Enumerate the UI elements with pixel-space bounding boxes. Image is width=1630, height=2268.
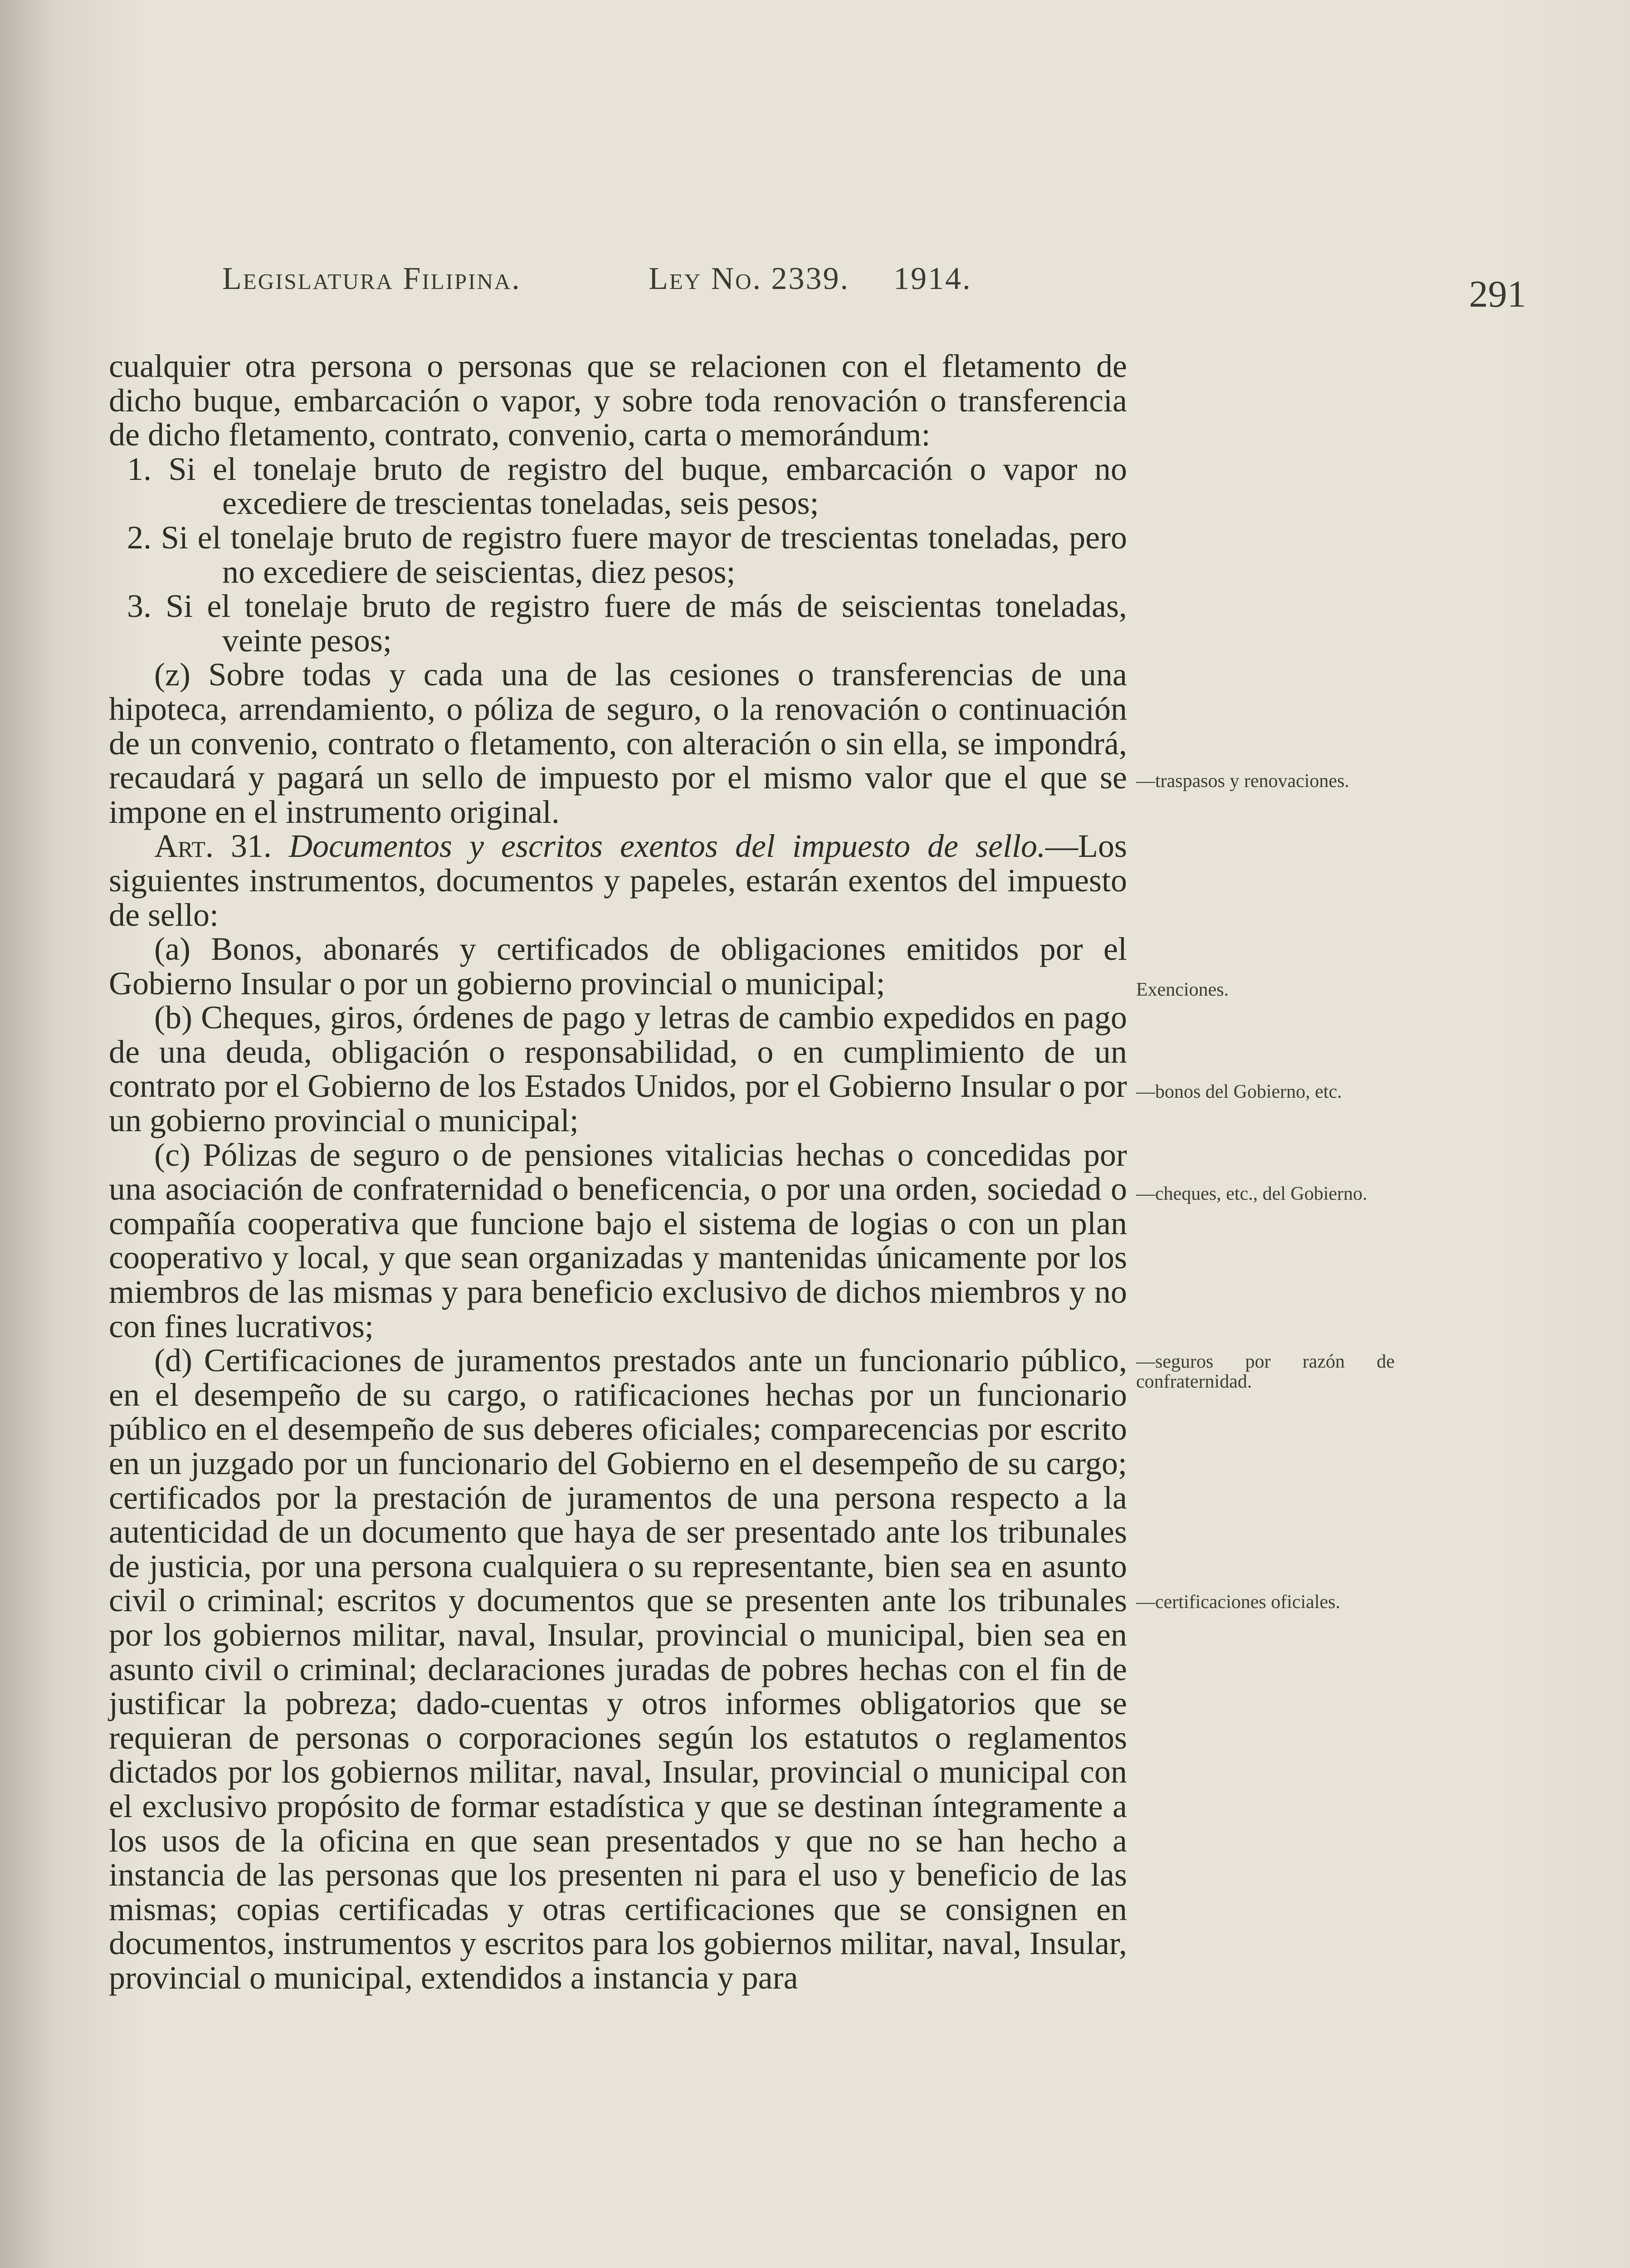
margin-note-cheques: —cheques, etc., del Gobierno.	[1136, 1183, 1367, 1204]
header-year: 1914.	[893, 261, 972, 296]
header-publication: Legislatura Filipina.	[222, 261, 521, 296]
margin-note-bonos: —bonos del Gobierno, etc.	[1136, 1081, 1342, 1102]
tonnage-item-2: 2. Si el tonelaje bruto de registro fuere mayor de trescientas toneladas, pero no excediere de seiscientas, diez pesos;	[127, 519, 1127, 590]
paragraph-c: (c) Pólizas de seguro o de pensiones vitalicias hechas o concedidas por una asociación de confraternidad o beneficencia, o por una orden, sociedad o compañía cooperativa que funcione bajo el sistema de logias o con un plan cooperativo y local, y que sean organizadas y mantenidas únicamente por los miembros de las mismas y para beneficio exclusivo de dichos miembros y no con fines lucrativos;	[109, 1136, 1127, 1344]
paragraph-a: (a) Bonos, abonarés y certificados de obligaciones emitidos por el Gobierno Insular o por un gobierno provincial o municipal;	[109, 931, 1127, 1002]
body-text	[109, 349, 1127, 1995]
margin-notes	[1136, 0, 1395, 2268]
header-law-number: Ley No. 2339.	[649, 261, 850, 296]
margin-note-exenciones: Exenciones.	[1136, 979, 1229, 1000]
tonnage-item-1: 1. Si el tonelaje bruto de registro del buque, embarcación o vapor no excediere de trescientas toneladas, seis pesos;	[127, 450, 1127, 522]
article-title: Documentos y escritos exentos del impuesto de sello.	[289, 828, 1045, 865]
paragraph-d: (d) Certificaciones de juramentos prestados ante un funcionario público, en el desempeño de su cargo, o ratificaciones hechas por un funcionario público en el desempeño de sus deberes oficiales; comparecencias por escrito en un juzgado por un funcionario del Gobierno en el desempeño de su cargo; certificados por la prestación de juramentos de una persona respecto a la autenticidad de un documento que haya de ser presentado ante los tribunales de justicia, por una persona cualquiera o su representante, bien sea en asunto civil o criminal; escritos y documentos que se presenten ante los tribunales por los gobiernos militar, naval, Insular, provincial o municipal, bien sea en asunto civil o criminal; declaraciones juradas de pobres hechas con el fin de justificar la pobreza; dado-cuentas y otros informes obligatorios que se requieran de personas o corporaciones según los estatutos o reglamentos dictados por los gobiernos militar, naval, Insular, provincial o municipal con el exclusivo propósito de formar estadística y que se destinan íntegramente a los usos de la oficina en que sean presentados y que no se han hecho a instancia de las personas que los presenten ni para el uso y beneficio de las mismas; copias certificadas y otras certificaciones que se consignen en documentos, instrumentos y escritos para los gobiernos militar, naval, Insular, provincial o municipal, extendidos a instancia y para	[109, 1342, 1127, 1996]
page-number: 291	[1469, 273, 1526, 315]
margin-note-seguros: —seguros por razón de confraternidad.	[1136, 1351, 1395, 1392]
paragraph-z: (z) Sobre todas y cada una de las cesiones o transferencias de una hipoteca, arrendamiento, o póliza de seguro, o la renovación o continuación de un convenio, contrato o fletamento, con alteración o sin ella, se impondrá, recaudará y pagará un sello de impuesto por el mismo valor que el que se impone en el instrumento original.	[109, 656, 1127, 830]
margin-note-certificaciones: —certificaciones oficiales.	[1136, 1592, 1341, 1613]
paragraph-continuation: cualquier otra persona o personas que se relacionen con el fletamento de dicho buque, embarcación o vapor, y sobre toda renovación o transferencia de dicho fletamento, contrato, convenio, carta o memorándum:	[109, 348, 1127, 453]
paragraph-b: (b) Cheques, giros, órdenes de pago y letras de cambio expedidos en pago de una deuda, obligación o responsabilidad, o en cumplimiento de un contrato por el Gobierno de los Estados Unidos, por el Gobierno Insular o por un gobierno provincial o municipal;	[109, 999, 1127, 1139]
article-intro: —Los siguientes instrumentos, documentos y papeles, estarán exentos del impuesto de sello:	[109, 828, 1127, 933]
margin-note-traspasos: —traspasos y renovaciones.	[1136, 771, 1350, 792]
tonnage-item-3: 3. Si el tonelaje bruto de registro fuere de más de seiscientas toneladas, veinte pesos;	[127, 588, 1127, 659]
article-31	[109, 829, 1127, 932]
article-number: Art. 31.	[154, 828, 272, 865]
